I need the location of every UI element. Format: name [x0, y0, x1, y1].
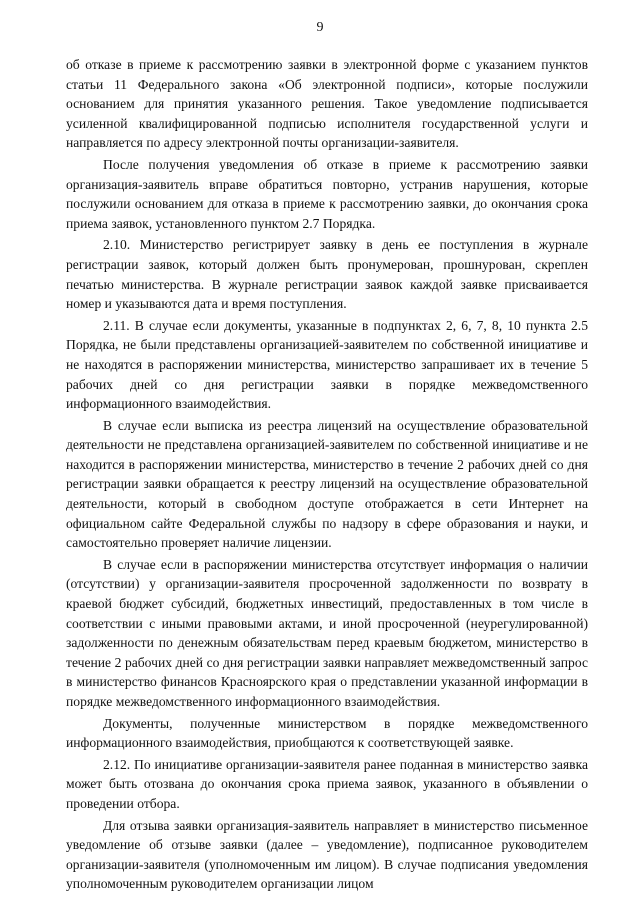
paragraph-resubmission: После получения уведомления об отказе в приеме к рассмотрению заявки организация-заявитель вправе обратиться повторно, устранив нарушения, которые послужили основанием для отказа в приеме к рассмотрению заявки, до окончания срока приема заявок, установленного пунктом 2.7 Порядка.	[66, 156, 588, 231]
page-number: 9	[316, 20, 324, 35]
paragraph-withdrawal-notice: Для отзыва заявки организация-заявитель направляет в министерство письменное уведомление об отзыве заявки (далее – уведомление), подписанное руководителем организации-заявителя (уполномоченным им лицом). В случае подписания уведомления уполномоченным руководителем организации лицом	[66, 817, 588, 892]
paragraph-license-registry: В случае если выписка из реестра лицензий на осуществление образовательной деятельности не представлена организацией-заявителем по собственной инициативе и не находится в распоряжении министерства, министерство в течение 2 рабочих дней со дня регистрации заявки обращается к реестру лицензий на осуществление образовательной деятельности, который в свободном доступе отображается в сети Интернет на официальном сайте Федеральной службы по надзору в сфере образования и науки, и самостоятельно проверяет наличие лицензии.	[66, 417, 588, 551]
document-body	[66, 55, 588, 896]
paragraph-documents-attached: Документы, полученные министерством в порядке межведомственного информационного взаимодействия, приобщаются к соответствующей заявке.	[66, 715, 588, 751]
paragraph-continuation: об отказе в приеме к рассмотрению заявки в электронной форме с указанием пунктов статьи 11 Федерального закона «Об электронной подписи», которые послужили основанием для принятия указанного решения. Такое уведомление подписывается усиленной квалифицированной подписью исполнителя государственной услуги и направляется по адресу электронной почты организации-заявителя.	[66, 57, 588, 151]
paragraph-2-10: 2.10. Министерство регистрирует заявку в день ее поступления в журнале регистрации заявок, который должен быть пронумерован, прошнурован, скреплен печатью министерства. В журнале регистрации заявок каждой заявке присваивается номер и указываются дата и время поступления.	[66, 237, 588, 312]
paragraph-debt-information: В случае если в распоряжении министерства отсутствует информация о наличии (отсутствии) у организации-заявителя просроченной задолженности по возврату в краевой бюджет субсидий, бюджетных инвестиций, предоставленных в том числе в соответствии с иными правовыми актами, и иной просроченной (неурегулированной) задолженности по денежным обязательствам перед краевым бюджетом, министерство в течение 2 рабочих дней со дня регистрации заявки направляет межведомственный запрос в министерство финансов Красноярского края о представлении указанной информации в порядке межведомственного информационного взаимодействия.	[66, 556, 588, 709]
paragraph-2-11: 2.11. В случае если документы, указанные в подпунктах 2, 6, 7, 8, 10 пункта 2.5 Порядка, не были представлены организацией-заявителем по собственной инициативе и не находятся в распоряжении министерства, министерство запрашивает их в течение 5 рабочих дней со дня регистрации заявки в порядке межведомственного информационного взаимодействия.	[66, 317, 588, 412]
paragraph-2-12: 2.12. По инициативе организации-заявителя ранее поданная в министерство заявка может быть отозвана до окончания срока приема заявок, указанного в объявлении о проведении отбора.	[66, 756, 588, 811]
